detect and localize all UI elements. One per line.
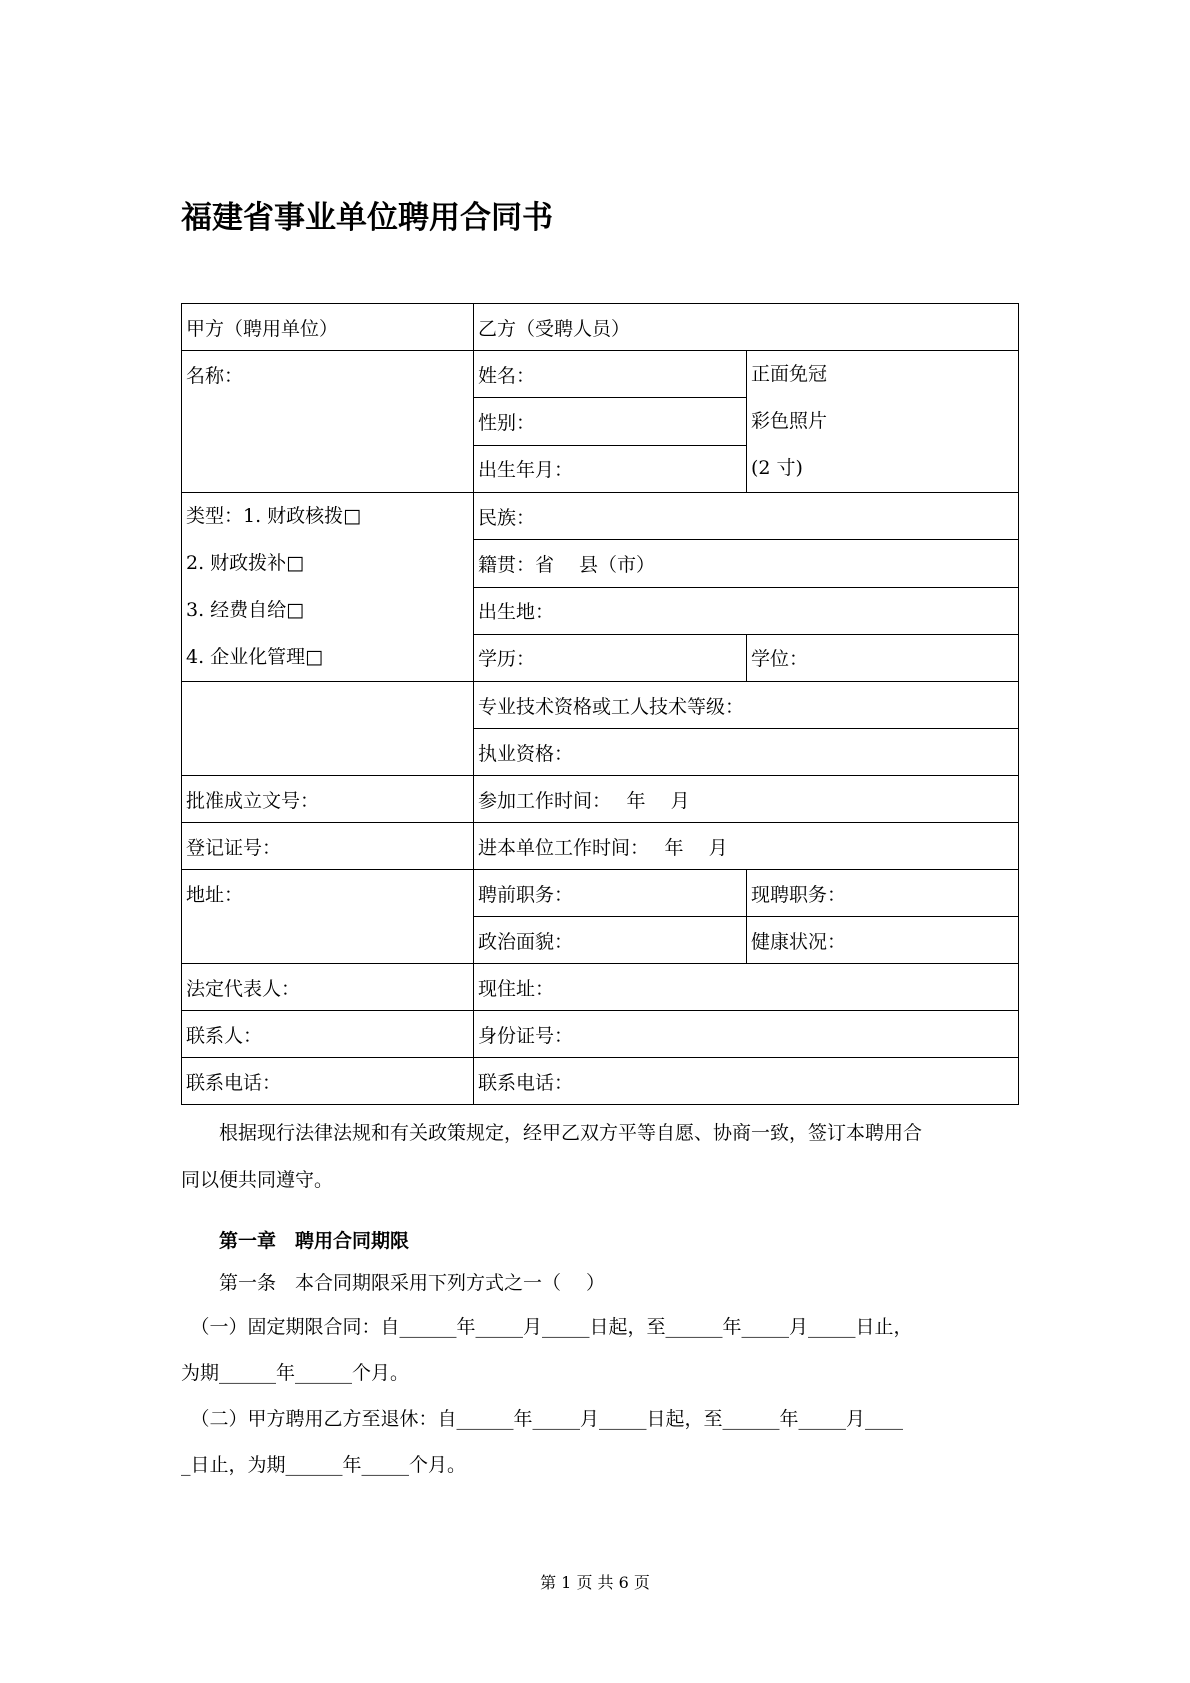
unit-type-field [182,493,474,682]
blank-cell [182,682,474,776]
native-place-field: 籍贯：省 县（市） [474,540,1019,587]
current-address-field: 现住址： [474,964,1019,1011]
current-position-field: 现聘职务： [747,870,1019,917]
photo-label-line: 正面免冠 [751,363,828,385]
unit-type-option: 2. 财政拨补□ [186,552,305,574]
intro-paragraph-line: 同以便共同遵守。 [181,1169,334,1191]
option-until-retirement-line: _日止，为期______年_____个月。 [181,1454,467,1476]
option-fixed-term-line: （一）固定期限合同：自______年_____月_____日起，至______年_____月_____日止， [181,1316,913,1338]
work-start-field: 参加工作时间： 年 月 [474,776,1019,823]
option-until-retirement-line: （二）甲方聘用乙方至退休：自______年_____月_____日起，至______年_____月____ [181,1408,904,1430]
approval-number-field: 批准成立文号： [182,776,474,823]
unit-phone-field: 联系电话： [182,1058,474,1105]
id-number-field: 身份证号： [474,1011,1019,1058]
photo-label-line: 彩色照片 [751,410,828,432]
person-name-field: 姓名： [474,351,747,398]
photo-box [747,351,1019,493]
previous-position-field: 聘前职务： [474,870,747,917]
unit-start-field: 进本单位工作时间： 年 月 [474,823,1019,870]
intro-paragraph-line: 根据现行法律法规和有关政策规定，经甲乙双方平等自愿、协商一致，签订本聘用合 [181,1122,923,1144]
document-title: 福建省事业单位聘用合同书 [181,200,553,236]
unit-name-label: 名称： [186,365,244,387]
contract-info-table [181,303,1019,1105]
legal-representative-field: 法定代表人： [182,964,474,1011]
article-text: 第一条 本合同期限采用下列方式之一（ ） [181,1272,606,1294]
party-a-header: 甲方（聘用单位） [182,304,474,351]
unit-type-option: 3. 经费自给□ [186,599,305,621]
unit-name-field [182,351,474,493]
unit-type-option: 类型：1. 财政核拨□ [186,505,362,527]
chapter-heading: 第一章 聘用合同期限 [181,1230,410,1252]
contact-person-field: 联系人： [182,1011,474,1058]
ethnicity-field: 民族： [474,493,1019,540]
gender-field: 性别： [474,398,747,445]
party-b-header: 乙方（受聘人员） [474,304,1019,351]
birth-date-field: 出生年月： [474,445,747,492]
birthplace-field: 出生地： [474,587,1019,634]
person-phone-field: 联系电话： [474,1058,1019,1105]
health-field: 健康状况： [747,917,1019,964]
photo-label-line: (2 寸) [751,457,803,479]
address-field [182,870,474,964]
tech-qualification-field: 专业技术资格或工人技术等级： [474,682,1019,729]
option-fixed-term-line: 为期______年______个月。 [181,1362,410,1384]
page-number: 第 1 页 共 6 页 [540,1573,650,1592]
education-field: 学历： [474,634,747,681]
unit-type-option: 4. 企业化管理□ [186,646,324,668]
address-label: 地址： [186,884,244,906]
degree-field: 学位： [747,634,1019,681]
register-number-field: 登记证号： [182,823,474,870]
practice-qualification-field: 执业资格： [474,729,1019,776]
political-status-field: 政治面貌： [474,917,747,964]
